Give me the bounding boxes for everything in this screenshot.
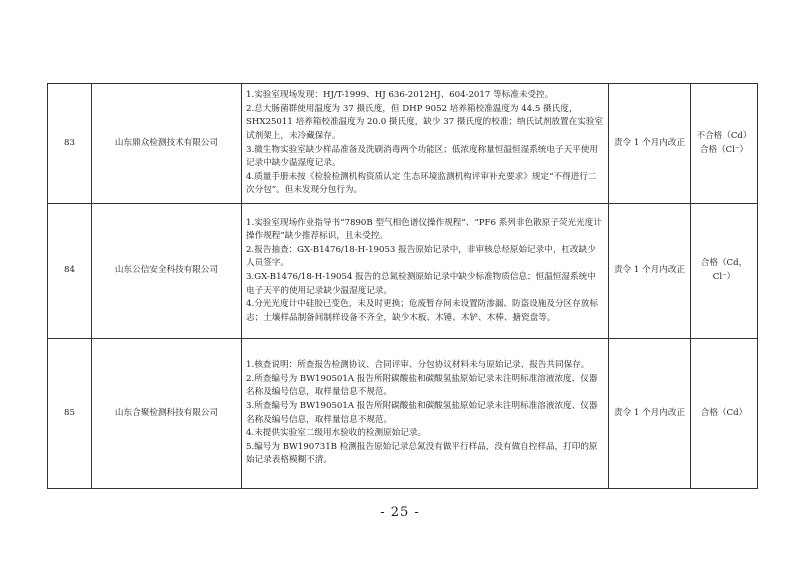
organization-name: 山东公信安全科技有限公司 — [92, 204, 242, 339]
test-result: 不合格（Cd）合格（Cl⁻） — [691, 84, 758, 204]
issue-item: 2.总大肠菌群使用温度为 37 摄氏度，但 DHP 9052 培养箱校准温度为 44.5 摄氏度，SHX25011 培养箱校准温度为 20.0 摄氏度，缺少 37 摄氏度的校准；纳氏试剂放置在实验室试剂架上，未冷藏保存。 — [246, 103, 603, 141]
corrective-action: 责令 1 个月内改正 — [609, 339, 691, 489]
row-number: 83 — [48, 84, 92, 204]
issues-cell — [242, 204, 609, 339]
issue-item: 3.GX-B1476/18-H-19054 报告的总氮检测原始记录中缺少标准物质信息；恒温恒湿系统中电子天平的使用记录缺少温湿度记录。 — [246, 272, 596, 296]
issue-item: 2.所查编号为 BW190501A 报告所附碳酸盐和碳酸氢盐原始记录未注明标准溶液浓度、仪器名称及编号信息，取样量信息不规范。 — [246, 373, 598, 398]
issue-item: 4.分光光度计中硅胶已变色，未及时更换；危废暂存间未设置防渗漏、防盗设施及分区存放标志；土壤样品制备间制样设备不齐全，缺少木板、木锤、木铲、木棒、搪瓷盘等。 — [246, 299, 598, 323]
issue-item: 3.微生物实验室缺少样品准备及洗刷消毒两个功能区；低浓度称量恒温恒湿系统电子天平使用记录中缺少温湿度记录。 — [246, 144, 598, 169]
table-row — [48, 339, 758, 489]
issue-item: 3.所查编号为 BW190501A 报告所附碳酸盐和碳酸氢盐原始记录未注明标准溶液浓度、仪器名称及编号信息，取样量信息不规范。 — [246, 400, 598, 425]
corrective-action: 责令 1 个月内改正 — [609, 84, 691, 204]
organization-name: 山东鼎众检测技术有限公司 — [92, 84, 242, 204]
issue-item: 1.核查说明：所查报告检测协议、合同评审、分包协议材料未与原始记录、报告共同保存。 — [246, 360, 590, 371]
test-result: 合格（Cd，Cl⁻） — [691, 204, 758, 339]
issue-item: 1.实验室现场作业指导书“7890B 型气相色谱仪操作规程”、“PF6 系列非色散原子荧光光度计操作规程”缺少推荐标识，且未受控。 — [246, 217, 602, 242]
test-result: 合格（Cd） — [691, 339, 758, 489]
issues-cell — [242, 339, 609, 489]
issue-item: 1.实验室现场发现：HJ/T-1999、HJ 636-2012HJ、604-2017 等标准未受控。 — [246, 90, 554, 101]
inspection-results-table — [47, 83, 758, 489]
issue-item: 5.编号为 BW190731B 检测报告原始记录总氮没有做平行样品，没有做自控样品，打印的原始记录表格模糊不清。 — [246, 441, 598, 466]
row-number: 84 — [48, 204, 92, 339]
organization-name: 山东合聚检测科技有限公司 — [92, 339, 242, 489]
issue-item: 4.未提供实验室二级用水验收的检测原始记录。 — [246, 428, 427, 439]
corrective-action: 责令 1 个月内改正 — [609, 204, 691, 339]
issue-item: 2.报告抽查：GX-B1476/18-H-19053 报告原始记录中，非审核总烃原始记录中，杠改缺少人员签字。 — [246, 244, 596, 269]
issues-cell — [242, 84, 609, 204]
table-row — [48, 84, 758, 204]
page-number: - 25 - — [380, 505, 420, 520]
row-number: 85 — [48, 339, 92, 489]
table-row — [48, 204, 758, 339]
issue-item: 4.质量手册未按《检验检测机构资质认定 生态环境监测机构评审补充要求》规定“不得进行二次分包”。但未发现分包行为。 — [246, 171, 597, 196]
